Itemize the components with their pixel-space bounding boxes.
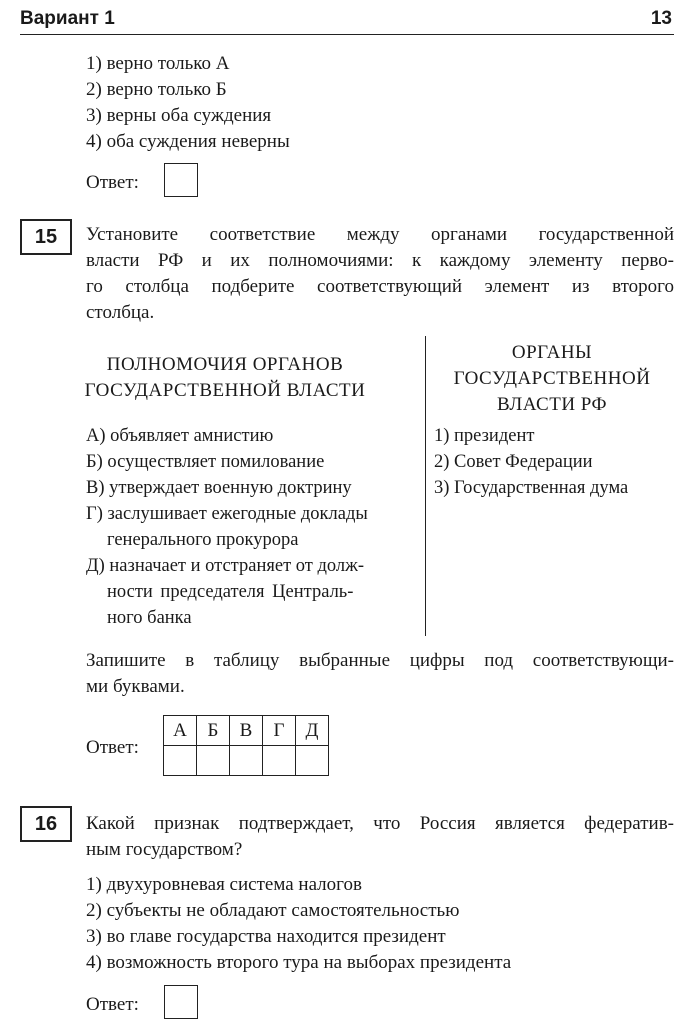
q16-answer-box[interactable] <box>164 985 198 1019</box>
q15-answer-label: Ответ: <box>86 737 139 758</box>
q14-option-2: 2) верно только Б <box>86 79 227 100</box>
column-divider <box>425 336 426 636</box>
page-number: 13 <box>650 8 672 29</box>
right-header-line-1: ОРГАНЫ <box>511 342 593 363</box>
running-header-variant: Вариант 1 <box>20 8 115 29</box>
q15-left-item-g: Г) заслушивает ежегодные доклады <box>86 504 368 524</box>
q14-option-3: 3) верны оба суждения <box>86 105 272 126</box>
q15-left-item-g-cont: генерального прокурора <box>107 530 299 550</box>
q15-text-line-1: Установите соответствие между органами государственной <box>86 224 674 245</box>
answer-table-letter-b: Б <box>197 716 230 746</box>
right-header-line-3: ВЛАСТИ РФ <box>496 394 608 415</box>
q15-question-text <box>86 222 674 326</box>
q15-left-item-v: В) утверждает военную доктрину <box>86 478 352 498</box>
q15-right-item-3: 3) Государственная дума <box>434 478 629 498</box>
answer-cell-d[interactable] <box>296 746 329 776</box>
q16-question-text <box>86 811 674 863</box>
answer-cell-b[interactable] <box>197 746 230 776</box>
q14-option-1: 1) верно только А <box>86 53 230 74</box>
q14-answer-box[interactable] <box>164 163 198 197</box>
answer-table-header-row <box>164 716 329 746</box>
q15-text-line-3: го столбца подберите соответствующий элемент из второго <box>86 276 674 297</box>
q15-left-item-d-cont-1: ности председателя Централь- <box>107 582 354 602</box>
q15-left-item-d: Д) назначает и отстраняет от долж- <box>86 556 365 576</box>
q16-option-3: 3) во главе государства находится президент <box>86 926 446 947</box>
instruction-line-2: ми буквами. <box>86 676 185 697</box>
q15-text-line-4: столбца. <box>86 302 155 323</box>
q16-option-2: 2) субъекты не обладают самостоятельностью <box>86 900 460 921</box>
answer-table-letter-g: Г <box>263 716 296 746</box>
q15-left-column-header <box>52 352 398 404</box>
instruction-line-1: Запишите в таблицу выбранные цифры под соответствующи- <box>86 650 674 671</box>
header-rule <box>20 34 674 35</box>
q14-answer-label: Ответ: <box>86 172 139 193</box>
answer-cell-v[interactable] <box>230 746 263 776</box>
q15-number-box: 15 <box>20 219 72 255</box>
q15-text-line-2: власти РФ и их полномочиями: к каждому элементу перво- <box>86 250 674 271</box>
q15-instruction <box>86 648 674 700</box>
q16-text-line-2: ным государством? <box>86 839 243 860</box>
q16-option-4: 4) возможность второго тура на выборах президента <box>86 952 512 973</box>
q15-right-item-2: 2) Совет Федерации <box>434 452 593 472</box>
answer-cell-g[interactable] <box>263 746 296 776</box>
q15-right-item-1: 1) президент <box>434 426 535 446</box>
q16-number-box: 16 <box>20 806 72 842</box>
q16-option-1: 1) двухуровневая система налогов <box>86 874 362 895</box>
answer-table-letter-a: А <box>164 716 197 746</box>
answer-table-input-row <box>164 746 329 776</box>
q15-answer-table <box>163 715 329 776</box>
q15-right-column-header <box>432 340 672 418</box>
q16-answer-label: Ответ: <box>86 994 139 1015</box>
right-header-line-2: ГОСУДАРСТВЕННОЙ <box>453 368 651 389</box>
q15-left-item-d-cont-2: ного банка <box>107 608 192 628</box>
q16-text-line-1: Какой признак подтверждает, что Россия является федератив- <box>86 813 674 834</box>
q15-left-item-a: А) объявляет амнистию <box>86 426 274 446</box>
q14-option-4: 4) оба суждения неверны <box>86 131 290 152</box>
left-header-line-2: ГОСУДАРСТВЕННОЙ ВЛАСТИ <box>84 380 366 401</box>
q15-left-item-b: Б) осуществляет помилование <box>86 452 325 472</box>
answer-table-letter-v: В <box>230 716 263 746</box>
answer-cell-a[interactable] <box>164 746 197 776</box>
answer-table-letter-d: Д <box>296 716 329 746</box>
left-header-line-1: ПОЛНОМОЧИЯ ОРГАНОВ <box>106 354 344 375</box>
